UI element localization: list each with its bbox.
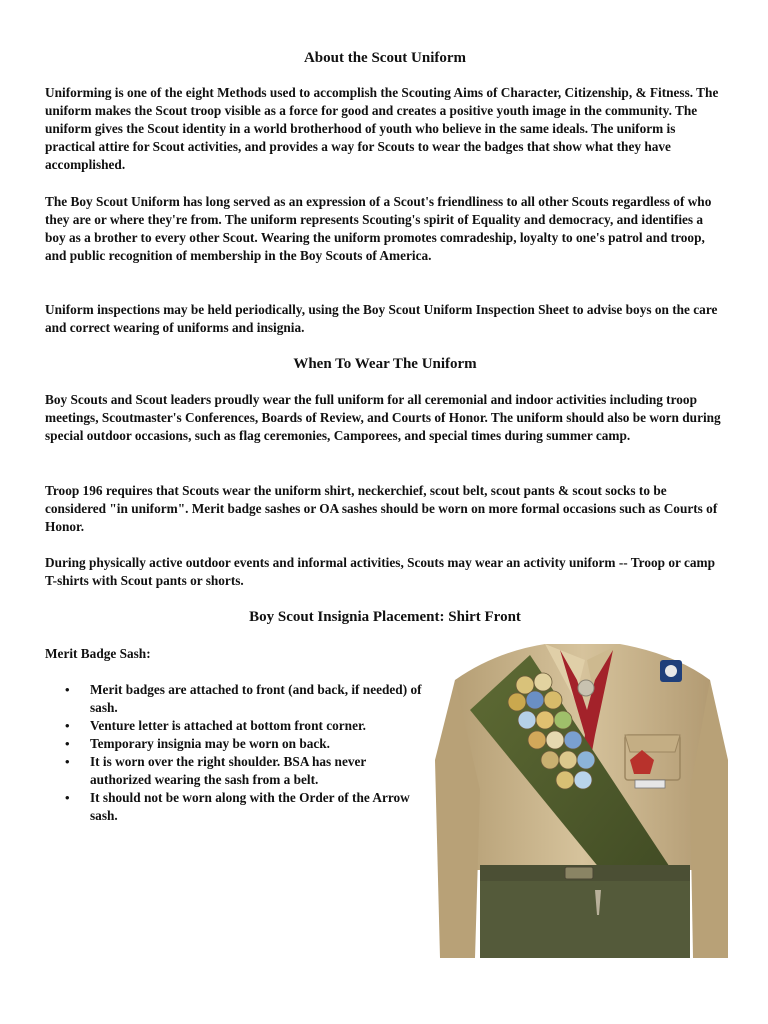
list-item: • Venture letter is attached at bottom front corner. xyxy=(45,717,425,735)
list-item: • Temporary insignia may be worn on back. xyxy=(45,735,425,753)
when-paragraph-1: Boy Scouts and Scout leaders proudly wear the full uniform for all ceremonial and indoor activities including troop meetings, Scoutmaster's Conferences, Boards of Review, and Courts of Honor. The uniform should also be worn during special outdoor occasions, such as flag ceremonies, Camporees, and special times during summer camp. xyxy=(45,392,721,443)
insignia-placement-heading: Boy Scout Insignia Placement: Shirt Front xyxy=(249,609,521,625)
merit-badge-sash-label: Merit Badge Sash: xyxy=(45,646,151,661)
when-to-wear-heading: When To Wear The Uniform xyxy=(293,356,477,372)
about-paragraph-1: Uniforming is one of the eight Methods used to accomplish the Scouting Aims of Character, Citizenship, & Fitness. The uniform makes the Scout troop visible as a force for good and creates a positive youth image in the community. The uniform gives the Scout identity in a world brotherhood of youth who believe in the same ideals. The uniform is practical attire for Scout activities, and provides a way for Scouts to wear the badges that show what they have accomplished. xyxy=(45,85,719,172)
scout-uniform-photo xyxy=(435,640,728,958)
about-paragraph-3: Uniform inspections may be held periodically, using the Boy Scout Uniform Inspection Sheet to advise boys on the care and correct wearing of uniforms and insignia. xyxy=(45,302,718,335)
about-uniform-heading: About the Scout Uniform xyxy=(303,50,467,66)
when-paragraph-3: During physically active outdoor events and informal activities, Scouts may wear an activity uniform -- Troop or camp T-shirts with Scout pants or shorts. xyxy=(45,555,715,588)
list-item: • Merit badges are attached to front (and back, if needed) of sash. xyxy=(45,681,425,717)
about-paragraph-2: The Boy Scout Uniform has long served as an expression of a Scout's friendliness to all other Scouts regardless of who they are or where they're from. The uniform represents Scouting's spirit of Equality and democracy, and identifies a boy as a brother to every other Scout. Wearing the uniform promotes comradeship, loyalty to one's patrol and troop, and public recognition of membership in the Boy Scouts of America. xyxy=(45,194,712,263)
list-item: • It is worn over the right shoulder. BSA has never authorized wearing the sash from a belt. xyxy=(45,753,425,789)
list-item: • It should not be worn along with the Order of the Arrow sash. xyxy=(45,789,425,825)
sash-rules-list xyxy=(45,681,425,825)
when-paragraph-2: Troop 196 requires that Scouts wear the uniform shirt, neckerchief, scout belt, scout pants & scout socks to be considered "in uniform". Merit badge sashes or OA sashes should be worn on more formal occasions such as Courts of Honor. xyxy=(45,483,718,534)
